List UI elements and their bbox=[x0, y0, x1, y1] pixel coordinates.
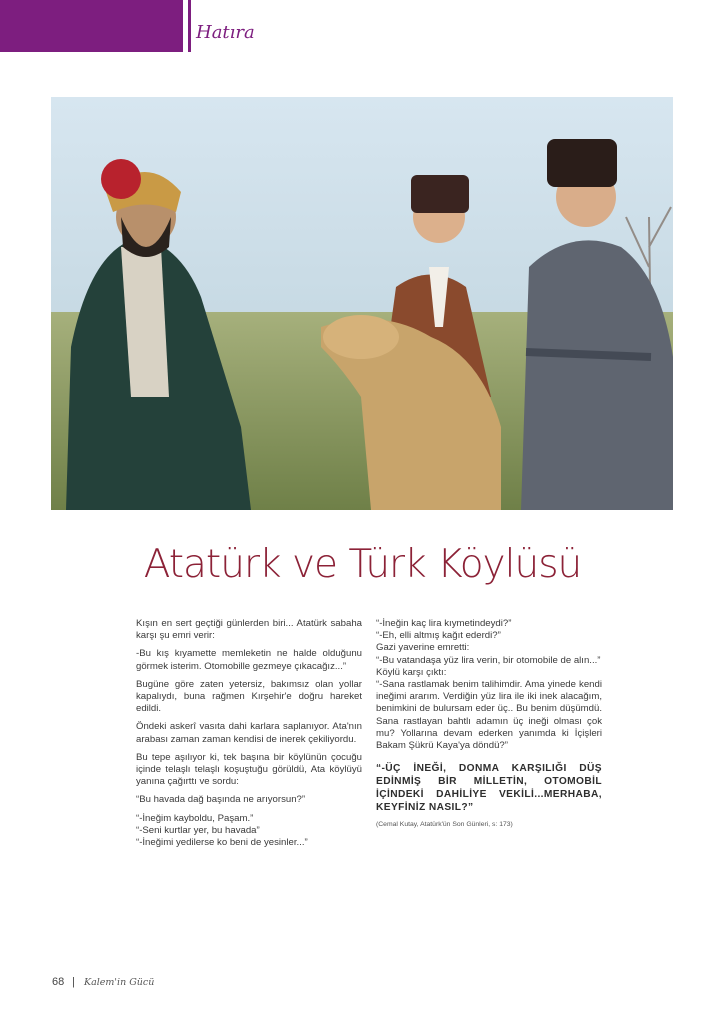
paragraph: Bu tepe aşılıyor ki, tek başına bir köylünün çocuğu içinde telaşlı telaşlı koşuştuğu görüldü, Ata köylüyü yanına çağırttı ve sordu: bbox=[136, 751, 362, 788]
article-right-column bbox=[376, 618, 602, 831]
citation: (Cemal Kutay, Atatürk'ün Son Günleri, s: 173) bbox=[376, 821, 513, 829]
dialog-line: “-Seni kurtlar yer, bu havada” bbox=[136, 824, 260, 836]
article-left-column bbox=[136, 618, 362, 849]
dialog-line: “-İneğim kayboldu, Paşam.” bbox=[136, 812, 254, 824]
pull-quote: “-ÜÇ İNEĞİ, DONMA KARŞILIĞI DÜŞ EDİNMİŞ BİR MİLLETİN, OTOMOBİL İÇİNDEKİ DAHİLİYE VEKİLİ...MERHABA, KEYFİNİZ NASIL?” bbox=[376, 763, 602, 814]
dialog-line: Köylü karşı çıktı: bbox=[376, 666, 447, 678]
paragraph: Öndeki askerî vasıta dahi karlara saplanıyor. Ata'nın arabası zaman zaman kendisi de inerek çekiliyordu. bbox=[136, 721, 362, 745]
dialog-line: Gazi yaverine emretti: bbox=[376, 642, 470, 654]
paragraph: Kışın en sert geçtiği günlerden biri... Atatürk sabaha karşı şu emri verir: bbox=[136, 618, 362, 642]
article-title: Atatürk ve Türk Köylüsü bbox=[143, 542, 582, 587]
paragraph: -Bu kış kıyamette memleketin ne halde olduğunu görmek isterim. Otomobille gezmeye çıkacağız...” bbox=[136, 648, 362, 672]
article-photo bbox=[51, 97, 673, 510]
paragraph: “Bu havada dağ başında ne arıyorsun?” bbox=[136, 794, 306, 806]
footer-separator: | bbox=[72, 976, 75, 988]
paragraph: Bugüne göre zaten yetersiz, bakımsız olan yollar kapalıydı, buna rağmen Kırşehir'e doğru hareket edildi. bbox=[136, 678, 362, 715]
dialog-line: “-İneğin kaç lira kıymetindeydi?” bbox=[376, 618, 512, 629]
dialog-line: “-Bu vatandaşa yüz lira verin, bir otomobile de alın...” bbox=[376, 654, 601, 666]
header-color-block bbox=[0, 0, 183, 52]
dialog-line: “-Sana rastlamak benim talihimdir. Ama yinede kendi ineğimi ararım. Verdiğin yüz lira ile iki inek alacağım, benimkini de bulursam eder üç.. Bu benim düşümdü. Sana rastlayan bahtlı adamın üç ineği olması çok mu? Yollarına devam ederken yanımda ki İçişleri Bakam Şükrü Kaya'ya döndü?” bbox=[376, 679, 602, 752]
header-divider bbox=[188, 0, 191, 52]
page-number: 68 bbox=[52, 976, 65, 988]
dialog-line: “-İneğimi yedilerse ko beni de yesinler...” bbox=[136, 837, 308, 849]
dialog-line: “-Eh, elli altmış kağıt ederdi?” bbox=[376, 630, 501, 642]
section-tag: Hatıra bbox=[196, 22, 255, 43]
magazine-name: Kalem'in Gücü bbox=[84, 977, 155, 988]
